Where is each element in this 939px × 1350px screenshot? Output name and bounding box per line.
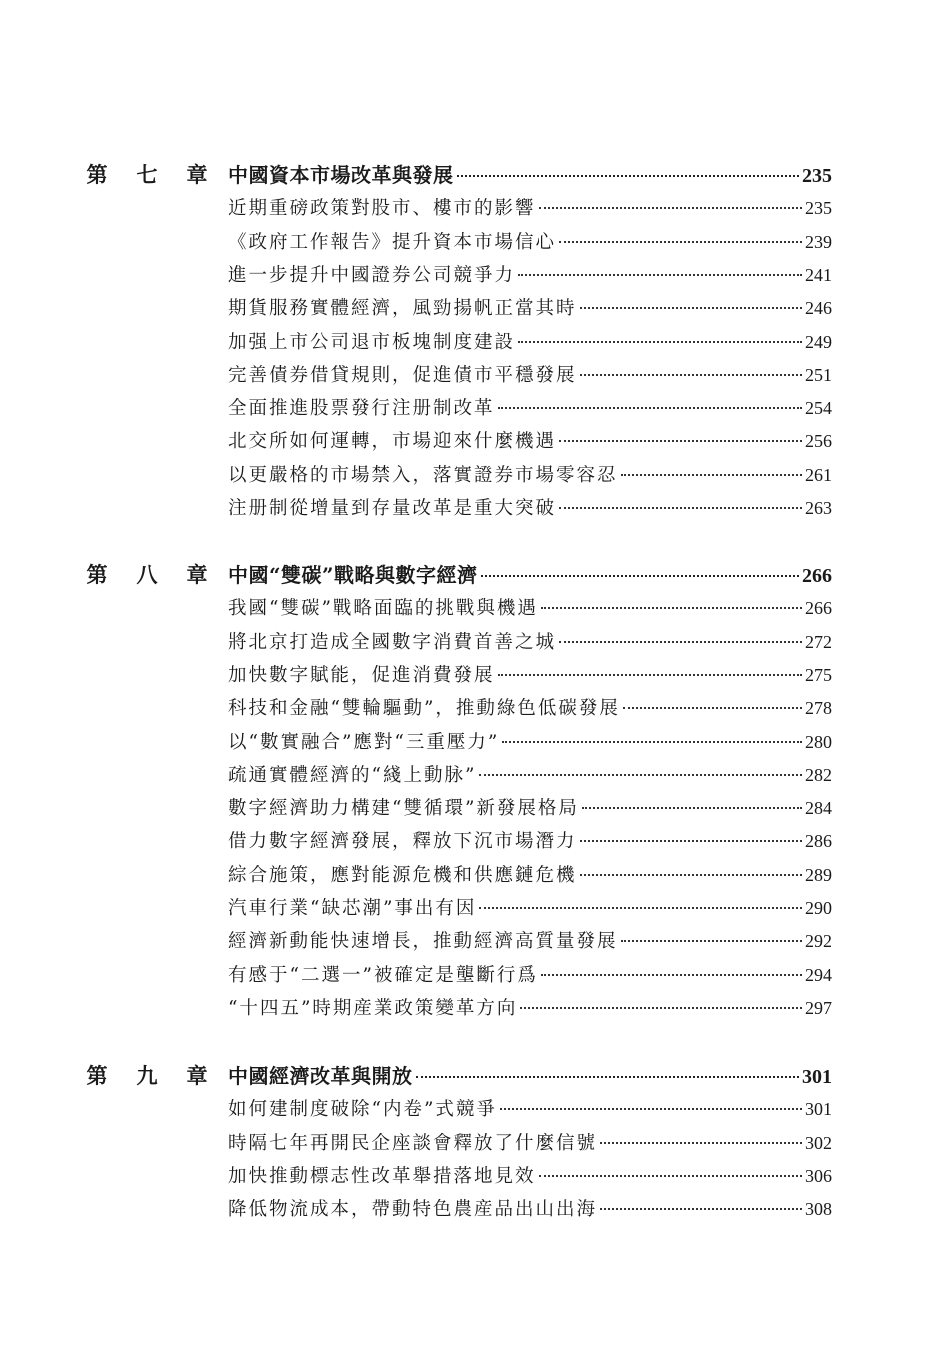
toc-item-title: 加强上市公司退市板塊制度建設 bbox=[228, 331, 516, 353]
chapter-label-char: 第 bbox=[86, 161, 108, 187]
toc-item-page-number: 294 bbox=[805, 964, 832, 985]
toc-entry bbox=[228, 694, 832, 720]
toc-item-page-number: 290 bbox=[805, 897, 832, 918]
toc-item-page-number: 266 bbox=[805, 597, 832, 618]
dot-leader bbox=[541, 607, 802, 609]
dot-leader bbox=[498, 407, 802, 409]
toc-item[interactable] bbox=[0, 690, 939, 723]
dot-leader bbox=[580, 374, 802, 376]
dot-leader bbox=[457, 175, 800, 177]
toc-item[interactable] bbox=[0, 823, 939, 856]
toc-entry bbox=[228, 594, 832, 620]
toc-entry bbox=[228, 294, 832, 320]
toc-item-title: 經濟新動能快速增長，推動經濟高質量發展 bbox=[228, 930, 618, 952]
toc-entry bbox=[228, 394, 832, 420]
toc-entry bbox=[228, 961, 832, 987]
toc-item[interactable] bbox=[0, 257, 939, 290]
toc-item[interactable] bbox=[0, 224, 939, 257]
toc-item-page-number: 302 bbox=[805, 1132, 832, 1153]
toc-item-title: 科技和金融“雙輪驅動”，推動綠色低碳發展 bbox=[228, 697, 620, 719]
toc-item-page-number: 235 bbox=[805, 197, 832, 218]
toc-entry bbox=[228, 861, 832, 887]
toc-item[interactable] bbox=[0, 590, 939, 623]
toc-item[interactable] bbox=[0, 357, 939, 390]
dot-leader bbox=[582, 807, 802, 809]
chapter-title: 中國資本市場改革與發展 bbox=[228, 163, 454, 187]
toc-item-page-number: 292 bbox=[805, 930, 832, 951]
dot-leader bbox=[559, 507, 802, 509]
chapter-heading[interactable] bbox=[0, 157, 939, 190]
toc-item[interactable] bbox=[0, 490, 939, 523]
toc-item[interactable] bbox=[0, 1091, 939, 1124]
toc-item-title: 以更嚴格的市場禁入，落實證券市場零容忍 bbox=[228, 464, 618, 486]
toc-item[interactable] bbox=[0, 957, 939, 990]
toc-item-page-number: 272 bbox=[805, 631, 832, 652]
chapter-heading[interactable] bbox=[0, 557, 939, 590]
dot-leader bbox=[502, 741, 802, 743]
toc-item-page-number: 263 bbox=[805, 497, 832, 518]
toc-item-page-number: 306 bbox=[805, 1165, 832, 1186]
toc-item-page-number: 256 bbox=[805, 430, 832, 451]
toc-item-title: 綜合施策，應對能源危機和供應鏈危機 bbox=[228, 864, 577, 886]
toc-item[interactable] bbox=[0, 1191, 939, 1224]
toc-entry bbox=[228, 328, 832, 354]
dot-leader bbox=[559, 241, 802, 243]
toc-item[interactable] bbox=[0, 1158, 939, 1191]
toc-item[interactable] bbox=[0, 190, 939, 223]
dot-leader bbox=[580, 307, 802, 309]
toc-entry bbox=[228, 461, 832, 487]
chapter-entry bbox=[228, 559, 832, 588]
dot-leader bbox=[541, 974, 802, 976]
toc-item-title: 《政府工作報告》提升資本市場信心 bbox=[228, 231, 557, 253]
dot-leader bbox=[539, 207, 802, 209]
toc-entry bbox=[228, 728, 832, 754]
toc-item[interactable] bbox=[0, 990, 939, 1023]
dot-leader bbox=[580, 840, 802, 842]
chapter-label-char: 章 bbox=[186, 161, 208, 187]
toc-item-page-number: 278 bbox=[805, 697, 832, 718]
toc-item-page-number: 297 bbox=[805, 997, 832, 1018]
dot-leader bbox=[416, 1076, 800, 1078]
toc-item-title: “十四五”時期産業政策變革方向 bbox=[228, 997, 518, 1019]
chapter-page-number: 235 bbox=[802, 165, 832, 187]
dot-leader bbox=[479, 907, 802, 909]
toc-item-title: 將北京打造成全國數字消費首善之城 bbox=[228, 631, 557, 653]
toc-item[interactable] bbox=[0, 290, 939, 323]
toc-item[interactable] bbox=[0, 857, 939, 890]
toc-item[interactable] bbox=[0, 724, 939, 757]
toc-entry bbox=[228, 628, 832, 654]
chapter-label-char: 八 bbox=[136, 561, 158, 587]
chapter-label-char: 第 bbox=[86, 1062, 108, 1088]
chapter-label-char: 七 bbox=[136, 161, 158, 187]
toc-item-page-number: 286 bbox=[805, 830, 832, 851]
dot-leader bbox=[518, 274, 802, 276]
toc-item-page-number: 308 bbox=[805, 1198, 832, 1219]
toc-item-title: 數字經濟助力構建“雙循環”新發展格局 bbox=[228, 797, 579, 819]
toc-item-title: 時隔七年再開民企座談會釋放了什麼信號 bbox=[228, 1132, 598, 1154]
dot-leader bbox=[621, 474, 802, 476]
dot-leader bbox=[518, 341, 802, 343]
dot-leader bbox=[580, 874, 802, 876]
toc-item[interactable] bbox=[0, 923, 939, 956]
chapter-label-char: 第 bbox=[86, 561, 108, 587]
toc-item[interactable] bbox=[0, 890, 939, 923]
chapter-heading[interactable] bbox=[0, 1058, 939, 1091]
chapter-title: 中國經濟改革與開放 bbox=[228, 1064, 413, 1088]
dot-leader bbox=[481, 575, 799, 577]
chapter-title: 中國“雙碳”戰略與數字經濟 bbox=[228, 563, 478, 587]
chapter-entry bbox=[228, 1060, 832, 1089]
dot-leader bbox=[520, 1007, 802, 1009]
toc-item-page-number: 301 bbox=[805, 1098, 832, 1119]
dot-leader bbox=[559, 641, 802, 643]
toc-item-page-number: 282 bbox=[805, 764, 832, 785]
chapter-entry bbox=[228, 159, 832, 188]
toc-item-title: 降低物流成本，帶動特色農産品出山出海 bbox=[228, 1198, 598, 1220]
toc-entry bbox=[228, 228, 832, 254]
chapter-page-number: 301 bbox=[802, 1066, 832, 1088]
dot-leader bbox=[500, 1108, 802, 1110]
toc-item[interactable] bbox=[0, 390, 939, 423]
toc-item-page-number: 251 bbox=[805, 364, 832, 385]
dot-leader bbox=[539, 1175, 802, 1177]
toc-item-page-number: 261 bbox=[805, 464, 832, 485]
toc-item[interactable] bbox=[0, 1125, 939, 1158]
toc-entry bbox=[228, 794, 832, 820]
toc-item-title: 以“數實融合”應對“三重壓力” bbox=[228, 731, 500, 753]
toc-entry bbox=[228, 994, 832, 1020]
toc-item-page-number: 275 bbox=[805, 664, 832, 685]
dot-leader bbox=[623, 707, 802, 709]
toc-entry bbox=[228, 894, 832, 920]
toc-entry bbox=[228, 261, 832, 287]
chapter-page-number: 266 bbox=[802, 565, 832, 587]
toc-entry bbox=[228, 494, 832, 520]
toc-item-page-number: 254 bbox=[805, 397, 832, 418]
toc-item-title: 注册制從增量到存量改革是重大突破 bbox=[228, 497, 557, 519]
chapter-label-char: 章 bbox=[186, 1062, 208, 1088]
toc-entry bbox=[228, 1162, 832, 1188]
toc-item-title: 加快推動標志性改革舉措落地見效 bbox=[228, 1165, 536, 1187]
chapter-number-label bbox=[86, 1060, 208, 1090]
dot-leader bbox=[600, 1208, 802, 1210]
toc-entry bbox=[228, 661, 832, 687]
toc-item-title: 如何建制度破除“内卷”式競爭 bbox=[228, 1098, 497, 1120]
toc-entry bbox=[228, 761, 832, 787]
toc-entry bbox=[228, 827, 832, 853]
toc-entry bbox=[228, 361, 832, 387]
toc-item-title: 北交所如何運轉，市場迎來什麼機遇 bbox=[228, 430, 557, 452]
dot-leader bbox=[600, 1142, 802, 1144]
toc-item-page-number: 280 bbox=[805, 731, 832, 752]
dot-leader bbox=[621, 940, 802, 942]
chapter-number-label bbox=[86, 559, 208, 589]
toc-item-page-number: 241 bbox=[805, 264, 832, 285]
toc-item[interactable] bbox=[0, 624, 939, 657]
toc-entry bbox=[228, 1095, 832, 1121]
toc-item[interactable] bbox=[0, 790, 939, 823]
toc-item-page-number: 289 bbox=[805, 864, 832, 885]
toc-item[interactable] bbox=[0, 423, 939, 456]
toc-item[interactable] bbox=[0, 657, 939, 690]
toc-item-page-number: 249 bbox=[805, 331, 832, 352]
toc-item[interactable] bbox=[0, 324, 939, 357]
chapter-label-char: 章 bbox=[186, 561, 208, 587]
toc-item-title: 汽車行業“缺芯潮”事出有因 bbox=[228, 897, 477, 919]
toc-item-title: 疏通實體經濟的“綫上動脉” bbox=[228, 764, 477, 786]
toc-entry bbox=[228, 194, 832, 220]
toc-item-title: 借力數字經濟發展，釋放下沉市場潛力 bbox=[228, 830, 577, 852]
dot-leader bbox=[479, 774, 802, 776]
toc-entry bbox=[228, 927, 832, 953]
toc-item-title: 完善債券借貸規則，促進債市平穩發展 bbox=[228, 364, 577, 386]
toc-item-title: 近期重磅政策對股市、樓市的影響 bbox=[228, 197, 536, 219]
toc-item-page-number: 284 bbox=[805, 797, 832, 818]
chapter-label-char: 九 bbox=[136, 1062, 158, 1088]
toc-entry bbox=[228, 1129, 832, 1155]
toc-item-title: 全面推進股票發行注册制改革 bbox=[228, 397, 495, 419]
toc-item-title: 有感于“二選一”被確定是壟斷行爲 bbox=[228, 964, 538, 986]
toc-entry bbox=[228, 427, 832, 453]
dot-leader bbox=[559, 440, 802, 442]
toc-entry bbox=[228, 1195, 832, 1221]
toc-item-title: 進一步提升中國證券公司競爭力 bbox=[228, 264, 516, 286]
dot-leader bbox=[498, 674, 802, 676]
toc-item-title: 我國“雙碳”戰略面臨的挑戰與機遇 bbox=[228, 597, 538, 619]
toc-item-page-number: 246 bbox=[805, 297, 832, 318]
chapter-number-label bbox=[86, 159, 208, 189]
toc-item-title: 期貨服務實體經濟，風勁揚帆正當其時 bbox=[228, 297, 577, 319]
toc-item[interactable] bbox=[0, 457, 939, 490]
toc-item-title: 加快數字賦能，促進消費發展 bbox=[228, 664, 495, 686]
toc-item-page-number: 239 bbox=[805, 231, 832, 252]
toc-item[interactable] bbox=[0, 757, 939, 790]
